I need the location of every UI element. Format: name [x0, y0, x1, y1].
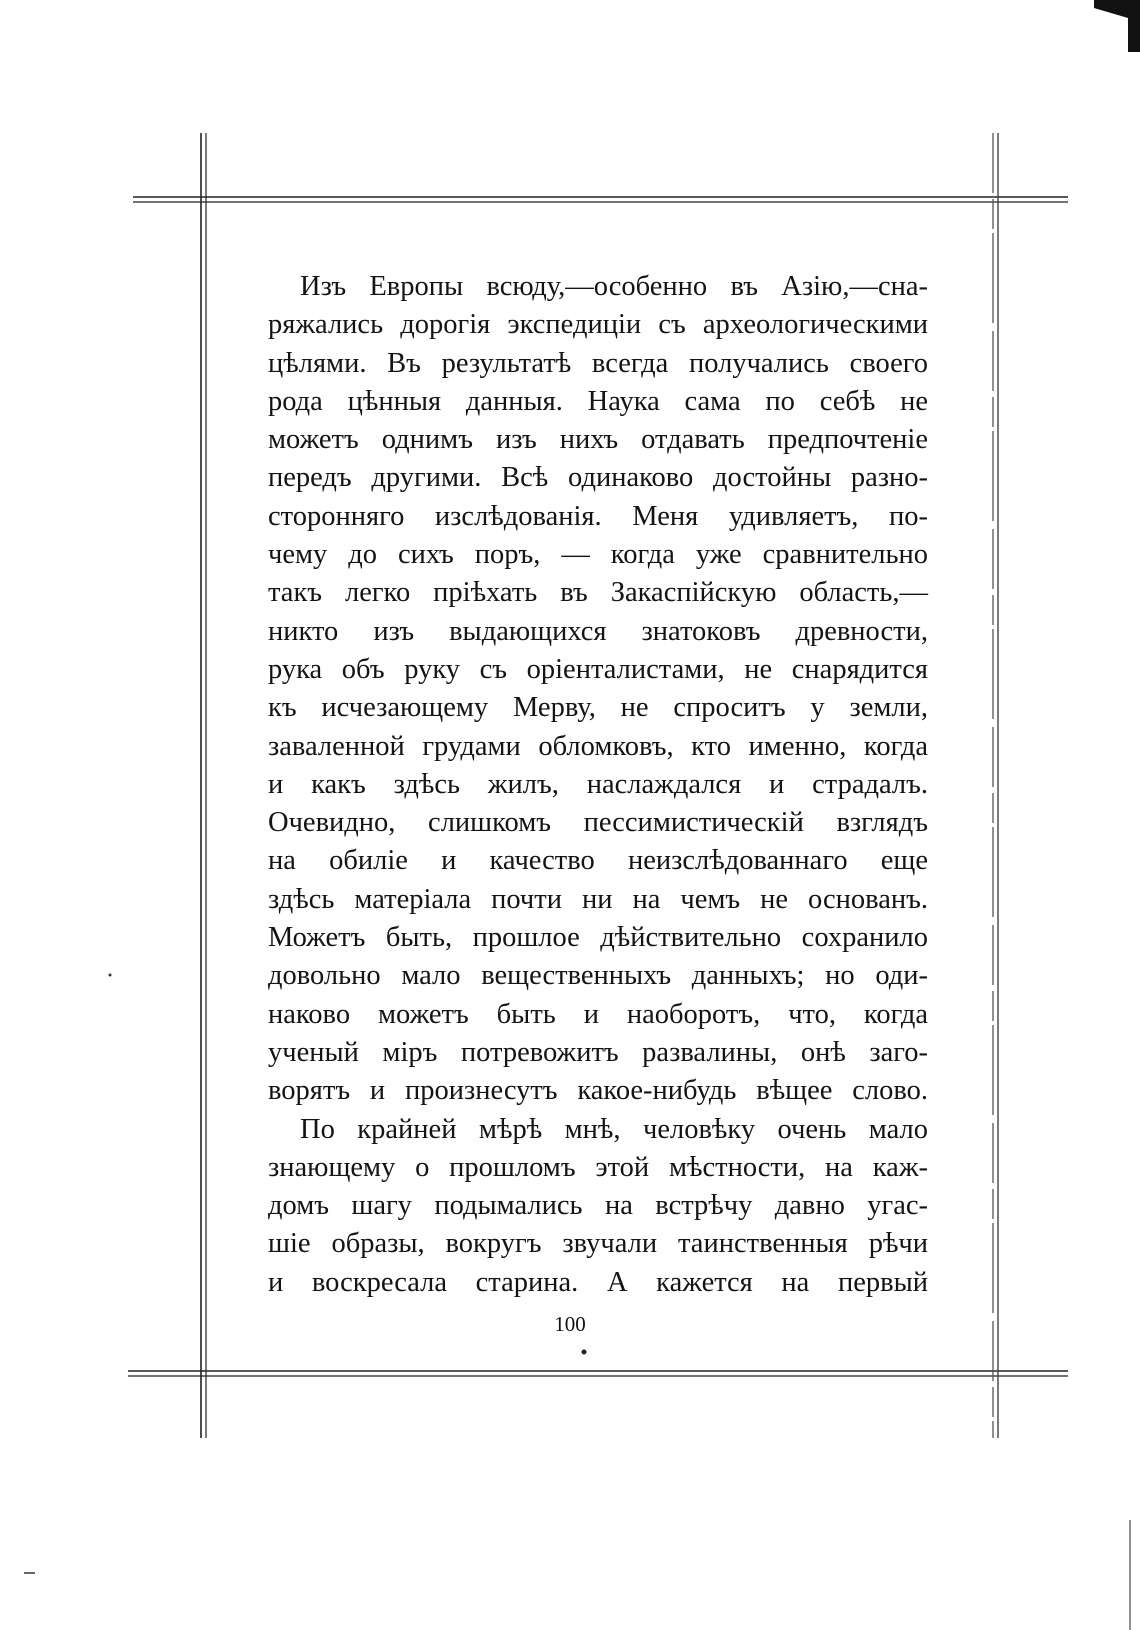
text-line: По крайней мѣрѣ мнѣ, человѣку очень мало — [300, 1113, 928, 1145]
text-line: знающему о прошломъ этой мѣстности, на каж- — [268, 1151, 928, 1183]
text-line: рука объ руку съ оріенталистами, не снарядится — [268, 653, 928, 685]
paragraph-2 — [268, 1111, 928, 1302]
text-line: заваленной грудами обломковъ, кто именно, когда — [268, 730, 928, 762]
text-line: чему до сихъ поръ, — когда уже сравнительно — [268, 539, 928, 571]
text-line: и какъ здѣсь жилъ, наслаждался и страдалъ. — [268, 768, 928, 800]
text-line: рода цѣнныя данныя. Наука сама по себѣ не — [268, 385, 928, 417]
text-line: сторонняго изслѣдованія. Меня удивляетъ, по- — [268, 500, 928, 532]
text-line: ворятъ и произнесутъ какое-нибудь вѣщее слово. — [268, 1075, 928, 1107]
text-line: Очевидно, слишкомъ пессимистическій взглядъ — [268, 807, 928, 839]
text-line: ряжались дорогія экспедиціи съ археологическими — [268, 309, 928, 341]
text-line: домъ шагу подымались на встрѣчу давно угас- — [268, 1190, 928, 1222]
text-line: довольно мало вещественныхъ данныхъ; но оди- — [268, 960, 928, 992]
text-line: здѣсь матеріала почти ни на чемъ не основанъ. — [268, 883, 928, 915]
stray-dot — [582, 1350, 587, 1355]
text-line: на обиліе и качество неизслѣдованнаго еще — [268, 845, 928, 877]
text-line: Можетъ быть, прошлое дѣйствительно сохранило — [268, 922, 928, 954]
text-line: къ исчезающему Мерву, не спроситъ у земли, — [268, 692, 928, 724]
text-line: и воскресала старина. А кажется на первый — [268, 1266, 928, 1298]
text-line: передъ другими. Всѣ одинаково достойны разно- — [268, 462, 928, 494]
body-text — [268, 268, 928, 1302]
corner-mark — [1094, 0, 1140, 52]
text-line: такъ легко пріѣхать въ Закаспійскую область,— — [268, 577, 928, 609]
text-line: можетъ однимъ изъ нихъ отдавать предпочтеніе — [268, 424, 928, 456]
text-line: шіе образы, вокругъ звучали таинственныя рѣчи — [268, 1228, 928, 1260]
paragraph-1 — [268, 268, 928, 1111]
text-line: цѣлями. Въ результатѣ всегда получались своего — [268, 347, 928, 379]
stray-dot — [109, 974, 112, 977]
text-line: наково можетъ быть и наоборотъ, что, когда — [268, 998, 928, 1030]
page-number: 100 — [554, 1312, 586, 1336]
text-line: Изъ Европы всюду,—особенно въ Азію,—сна- — [300, 271, 928, 302]
text-line: ученый міръ потревожитъ развалины, онѣ заго- — [268, 1036, 928, 1068]
text-line: никто изъ выдающихся знатоковъ древности, — [268, 615, 928, 647]
